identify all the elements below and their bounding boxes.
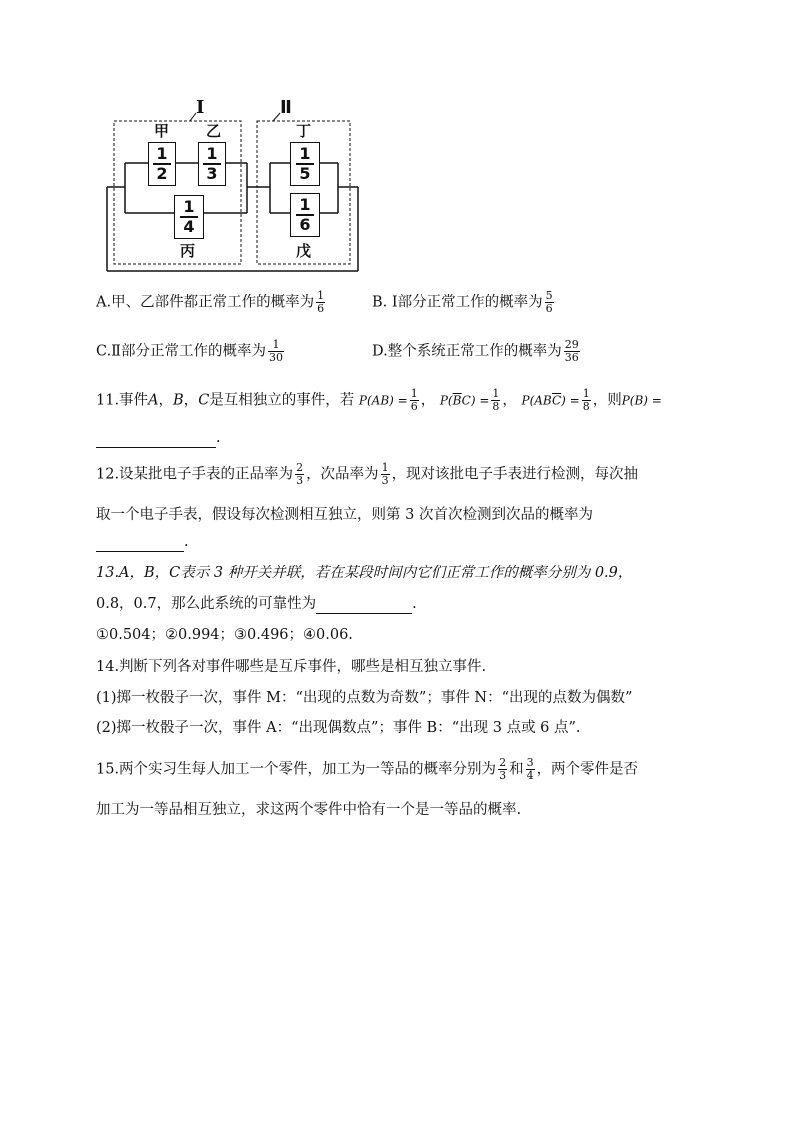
q11-pbc-pre: P( (439, 393, 453, 408)
q11-pabc-post: ) = (561, 393, 580, 408)
option-d-fraction (564, 339, 580, 364)
q15-d1: 3 (499, 769, 507, 782)
option-a-fraction (316, 290, 325, 315)
q11-answer-line (96, 428, 221, 448)
q15-n2: 3 (526, 756, 534, 769)
component-bing-label: 丙 (180, 242, 196, 260)
ding-denominator: 5 (299, 164, 311, 183)
ding-numerator: 1 (296, 145, 313, 165)
q11-d1: 6 (410, 400, 418, 413)
component-yi-box (198, 142, 226, 186)
circuit-diagram (100, 95, 370, 280)
component-bing-box (174, 195, 204, 239)
q11-pbc-post: ) = (470, 393, 490, 408)
q11-event-a: A (148, 392, 159, 409)
bing-denominator: 4 (183, 217, 195, 236)
component-yi-label: 乙 (206, 122, 222, 140)
q13-choices-text: ①0.504；②0.994；③0.496；④0.06. (96, 627, 353, 643)
option-b-num: 5 (545, 289, 553, 302)
q14-text-line1: 14.判断下列各对事件哪些是互斥事件，哪些是相互独立事件. (96, 659, 487, 675)
q11-event-c: C (198, 392, 210, 409)
q13-text-line2: 0.8，0.7，那么此系统的可靠性为 (96, 596, 317, 612)
q11-sep-1: ， (158, 392, 174, 409)
yi-numerator: 1 (203, 145, 220, 165)
q15-and: 和 (509, 761, 524, 778)
option-a-text: A.甲、乙部件都正常工作的概率为 (96, 294, 315, 311)
q12-answer-blank[interactable] (96, 535, 184, 552)
q12-answer-line (96, 532, 189, 552)
q13-answer-blank[interactable] (316, 597, 412, 614)
option-d (372, 339, 582, 364)
option-d-den: 36 (564, 351, 579, 364)
option-c-den: 30 (269, 351, 284, 364)
q12-frac-2 (381, 462, 390, 487)
q12-end: . (184, 534, 189, 550)
q11-frac-1 (410, 388, 419, 413)
q11-text: 是互相独立的事件，若 (209, 392, 355, 409)
q13-text-line1: 13.A，B，C表示 3 种开关并联，若在某段时间内它们正常工作的概率分别为 0.9， (96, 565, 633, 581)
bing-numerator: 1 (180, 198, 197, 218)
option-d-num: 29 (564, 338, 579, 351)
q11-pbc (440, 394, 490, 408)
q15-text-a: 15.两个实习生每人加工一个零件，加工为一等品的概率分别为 (96, 761, 497, 778)
q11-event-b: B (173, 392, 184, 409)
component-wu-box (290, 193, 320, 237)
option-c-fraction (268, 339, 284, 364)
q11-pb: P(B) = (621, 393, 662, 408)
q15-text-line2: 加工为一等品相互独立，求这两个零件中恰有一个是一等品的概率. (96, 802, 522, 818)
yi-denominator: 3 (206, 164, 218, 183)
q14-text-line3: (2)掷一枚骰子一次，事件 A：“出现偶数点”；事件 B：“出现 3 点或 6 点”. (96, 720, 581, 736)
option-c (96, 339, 286, 364)
option-a-num: 1 (317, 289, 325, 302)
question-14-line-1 (96, 657, 486, 677)
question-15-line-2 (96, 800, 521, 820)
option-b-fraction (545, 290, 554, 315)
question-14-line-3 (96, 718, 581, 738)
q11-frac-3 (582, 388, 591, 413)
q12-text-c: ，现对该批电子手表进行检测，每次抽 (391, 466, 639, 483)
question-12-line-1 (96, 462, 638, 487)
jia-numerator: 1 (153, 145, 170, 165)
question-12-line-2 (96, 505, 593, 525)
option-b-text: B. Ⅰ部分正常工作的概率为 (372, 294, 543, 311)
option-a-den: 6 (317, 302, 325, 315)
q11-prefix: 11.事件 (96, 392, 149, 409)
q12-n2: 1 (381, 461, 389, 474)
question-13-line-1 (96, 563, 632, 583)
component-ding-label: 丁 (296, 122, 312, 140)
q12-text-a: 12.设某批电子手表的正品率为 (96, 466, 294, 483)
q15-frac-1 (498, 757, 507, 782)
q11-sep-2: ， (183, 392, 199, 409)
question-15-line-1 (96, 757, 638, 782)
q14-text-line2: (1)掷一枚骰子一次，事件 M：“出现的点数为奇数”；事件 N：“出现的点数为偶数” (96, 690, 633, 706)
question-11: 11.事件A，B，C是互相独立的事件，若 P(AB) = $\frac{1}{6}$ ， $P(\overline{B}C)$ = $\frac{1}{8}$ ， $P(AB\overline{C})$ = $\frac{1}{8}$ ，则P(B) = (96, 387, 662, 413)
section1-label: I (196, 97, 205, 118)
q15-n1: 2 (499, 756, 507, 769)
q15-text-b: ，两个零件是否 (536, 761, 639, 778)
q12-d1: 3 (296, 474, 304, 487)
component-jia-label: 甲 (154, 122, 170, 140)
q11-pabc-pre: P(AB (521, 393, 552, 408)
q11-answer-blank[interactable] (96, 431, 216, 448)
option-a (96, 290, 327, 315)
q12-text-line2: 取一个电子手表，假设每次检测相互独立，则第 3 次首次检测到次品的概率为 (96, 507, 593, 523)
wu-numerator: 1 (296, 196, 313, 216)
option-c-num: 1 (268, 339, 284, 352)
option-c-text: C.Ⅱ部分正常工作的概率为 (96, 343, 267, 360)
q12-n1: 2 (296, 461, 304, 474)
q15-d2: 4 (526, 769, 534, 782)
component-wu-label: 戊 (296, 242, 312, 260)
option-b-den: 6 (545, 302, 553, 315)
q12-text-b: ，次品率为 (306, 466, 379, 483)
component-ding-box (290, 142, 320, 186)
q12-frac-1 (295, 462, 304, 487)
component-jia-box (148, 142, 176, 186)
section2-label: Ⅱ (280, 97, 292, 118)
jia-denominator: 2 (156, 164, 168, 183)
question-13-choices (96, 625, 353, 645)
q11-pabc-c: $\overline{C}$ (551, 393, 562, 408)
q11-d2: 8 (492, 400, 500, 413)
q11-pbc-b: $\overline{B}$ (452, 393, 462, 408)
q11-frac-2 (491, 388, 500, 413)
option-d-text: D.整个系统正常工作的概率为 (372, 343, 562, 360)
q12-d2: 3 (381, 474, 389, 487)
q11-end: . (216, 430, 221, 446)
q11-pabc (522, 394, 580, 408)
q11-n2: 1 (492, 387, 500, 400)
option-b (372, 290, 556, 315)
q11-n1: 1 (410, 387, 418, 400)
q11-n3: 1 (582, 387, 590, 400)
q11-pab: P(AB) = (358, 393, 408, 408)
q13-end: . (412, 596, 417, 612)
q15-frac-2 (526, 757, 535, 782)
q11-tail: ，则 (592, 392, 622, 409)
wu-denominator: 6 (299, 215, 311, 234)
circuit-wires (100, 95, 370, 280)
question-13-line-2 (96, 594, 417, 614)
q11-d3: 8 (582, 400, 590, 413)
q11-pbc-c: C (461, 393, 471, 408)
question-14-line-2 (96, 688, 632, 708)
